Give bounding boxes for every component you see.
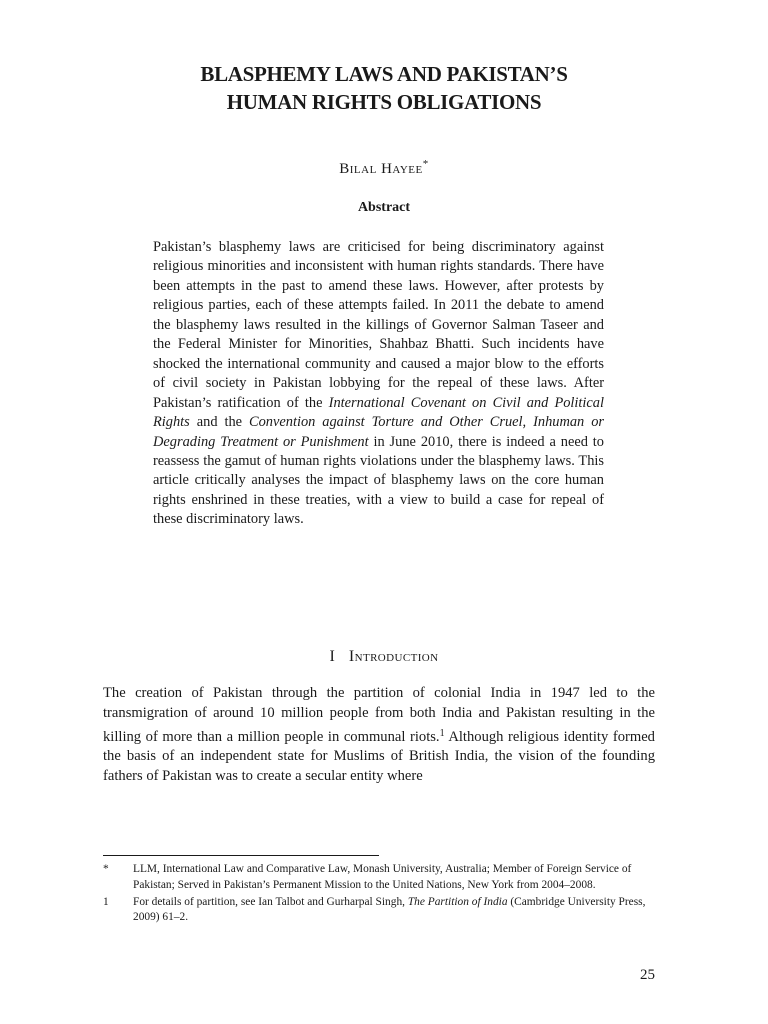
footnote-author (103, 862, 655, 894)
abstract-text-part-3: in June 2010, there is indeed a need to reassess the gamut of human rights violations under the blasphemy laws. This article critically analyses the impact of blasphemy laws on the core human rights enshrined in these treaties, with a view to build a case for repeal of these discriminatory laws. (153, 433, 604, 528)
footnote-text: LLM, International Law and Comparative Law, Monash University, Australia; Member of Foreign Service of Pakistan; Served in Pakistan’s Permanent Mission to the United Nations, New York from 2004–2008. (133, 863, 632, 891)
intro-paragraph (103, 684, 655, 787)
intro-body (103, 684, 655, 787)
footnote-1 (103, 895, 655, 927)
footnote-divider (103, 855, 379, 856)
footnote-mark: * (103, 863, 109, 875)
abstract-text-part-2: and the (189, 414, 249, 431)
author-byline (0, 158, 768, 178)
footnotes (103, 862, 655, 927)
article-title-line-1: BLASPHEMY LAWS AND PAKISTAN’S (200, 62, 568, 86)
intro-text-part-2: Although religious identity formed the basis of an independent state for Muslims of British India, the vision of the founding fathers of Pakistan was to create a secular entity where (103, 728, 655, 785)
section-number: I (329, 648, 335, 665)
footnote-mark: 1 (103, 895, 109, 908)
page-number: 25 (640, 967, 655, 983)
footnote-text (133, 895, 655, 927)
author-name: Bilal Hayee (339, 161, 423, 177)
treaty-cat: Convention against Torture and Other Cruel, Inhuman or Degrading Treatment or Punishment (153, 414, 604, 450)
author-footnote-mark: * (422, 158, 429, 170)
abstract-heading: Abstract (357, 200, 411, 215)
footnote-text-after: (Cambridge University Press, 2009) 61–2. (133, 895, 646, 924)
footnote-text-before: For details of partition, see Ian Talbot and Gurharpal Singh, (133, 895, 408, 908)
intro-text-part-1: The creation of Pakistan through the partition of colonial India in 1947 led to the transmigration of around 10 million people from both India and Pakistan resulting in the killing of more than a million people in communal riots. (103, 685, 655, 745)
article-title-line-2: HUMAN RIGHTS OBLIGATIONS (226, 90, 542, 114)
article-title (0, 60, 768, 116)
footnote-reference-1[interactable]: 1 (439, 727, 445, 739)
abstract-paragraph (153, 238, 604, 530)
abstract-body (153, 238, 604, 530)
abstract-text-part-1: Pakistan’s blasphemy laws are criticised for being discriminatory against religious minorities and inconsistent with human rights standards. There have been attempts in the past to amend these laws. However, after protests by religious parties, each of these attempts failed. In 2011 the debate to amend the blasphemy laws resulted in the killings of Governor Salman Taseer and the Federal Minister for Minorities, Shahbaz Bhatti. Such incidents have shocked the international community and caused a major blow to the efforts of civil society in Pakistan lobbying for the repeal of these laws. After Pakistan’s ratification of the (153, 239, 604, 411)
section-name: Introduction (348, 648, 439, 665)
treaty-iccpr: International Covenant on Civil and Political Rights (153, 394, 605, 431)
footnote-book-title: The Partition of India (407, 895, 508, 908)
section-heading (0, 648, 768, 666)
